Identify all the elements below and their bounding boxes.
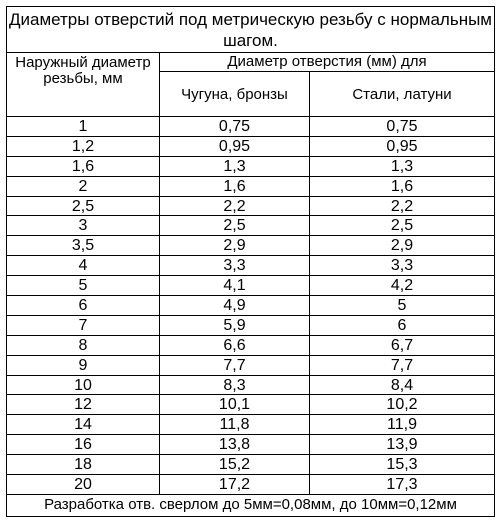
cell-steel: 4,2 [310,276,495,296]
cell-outer-diameter: 7 [7,315,160,335]
cell-outer-diameter: 1,2 [7,136,160,156]
cell-cast-iron: 1,3 [160,156,310,176]
cell-cast-iron: 15,2 [160,455,310,475]
cell-outer-diameter: 5 [7,276,160,296]
cell-steel: 3,3 [310,256,495,276]
cell-outer-diameter: 1 [7,117,160,137]
cell-steel: 6,7 [310,335,495,355]
cell-outer-diameter: 3 [7,216,160,236]
cell-steel: 6 [310,315,495,335]
cell-cast-iron: 0,95 [160,136,310,156]
table-row [7,455,495,475]
table-footer-note: Разработка отв. сверлом до 5мм=0,08мм, до 10мм=0,12мм [7,494,495,516]
cell-cast-iron: 17,2 [160,475,310,495]
cell-cast-iron: 7,7 [160,355,310,375]
header-hole-diameter: Диаметр отверстия (мм) для [160,53,495,72]
cell-cast-iron: 3,3 [160,256,310,276]
table-row [7,276,495,296]
cell-steel: 5 [310,296,495,316]
cell-steel: 15,3 [310,455,495,475]
cell-outer-diameter: 4 [7,256,160,276]
cell-cast-iron: 2,2 [160,196,310,216]
table-row [7,156,495,176]
table-row [7,435,495,455]
cell-cast-iron: 4,1 [160,276,310,296]
cell-steel: 10,2 [310,395,495,415]
cell-steel: 2,9 [310,236,495,256]
table-row [7,355,495,375]
cell-outer-diameter: 18 [7,455,160,475]
cell-outer-diameter: 20 [7,475,160,495]
cell-cast-iron: 6,6 [160,335,310,355]
table-row [7,117,495,137]
cell-outer-diameter: 14 [7,415,160,435]
cell-steel: 7,7 [310,355,495,375]
header-outer-diameter: Наружный диаметр резьбы, мм [7,53,160,117]
thread-hole-table [6,6,495,517]
cell-outer-diameter: 2 [7,176,160,196]
cell-outer-diameter: 16 [7,435,160,455]
header-cast-iron: Чугуна, бронзы [160,72,310,117]
cell-outer-diameter: 2,5 [7,196,160,216]
cell-cast-iron: 4,9 [160,296,310,316]
table-row [7,176,495,196]
table-row [7,136,495,156]
cell-cast-iron: 8,3 [160,375,310,395]
cell-cast-iron: 5,9 [160,315,310,335]
cell-cast-iron: 0,75 [160,117,310,137]
cell-steel: 0,95 [310,136,495,156]
cell-outer-diameter: 1,6 [7,156,160,176]
table-row [7,415,495,435]
table-row [7,216,495,236]
table-row [7,315,495,335]
table-row [7,296,495,316]
cell-cast-iron: 10,1 [160,395,310,415]
table-body [7,117,495,495]
table-row [7,236,495,256]
cell-steel: 1,3 [310,156,495,176]
table-row [7,375,495,395]
cell-cast-iron: 2,9 [160,236,310,256]
table-row [7,475,495,495]
table-row [7,395,495,415]
cell-steel: 17,3 [310,475,495,495]
cell-cast-iron: 11,8 [160,415,310,435]
cell-outer-diameter: 9 [7,355,160,375]
cell-steel: 0,75 [310,117,495,137]
cell-outer-diameter: 8 [7,335,160,355]
cell-steel: 11,9 [310,415,495,435]
cell-cast-iron: 13,8 [160,435,310,455]
cell-steel: 2,5 [310,216,495,236]
cell-outer-diameter: 3,5 [7,236,160,256]
cell-outer-diameter: 10 [7,375,160,395]
cell-steel: 2,2 [310,196,495,216]
cell-steel: 13,9 [310,435,495,455]
thread-hole-table-container [6,6,494,517]
table-row [7,335,495,355]
cell-steel: 8,4 [310,375,495,395]
table-title: Диаметры отверстий под метрическую резьбу с нормальным шагом. [7,7,495,53]
table-row [7,196,495,216]
cell-cast-iron: 2,5 [160,216,310,236]
cell-cast-iron: 1,6 [160,176,310,196]
cell-outer-diameter: 6 [7,296,160,316]
cell-steel: 1,6 [310,176,495,196]
cell-outer-diameter: 12 [7,395,160,415]
table-row [7,256,495,276]
header-steel: Стали, латуни [310,72,495,117]
